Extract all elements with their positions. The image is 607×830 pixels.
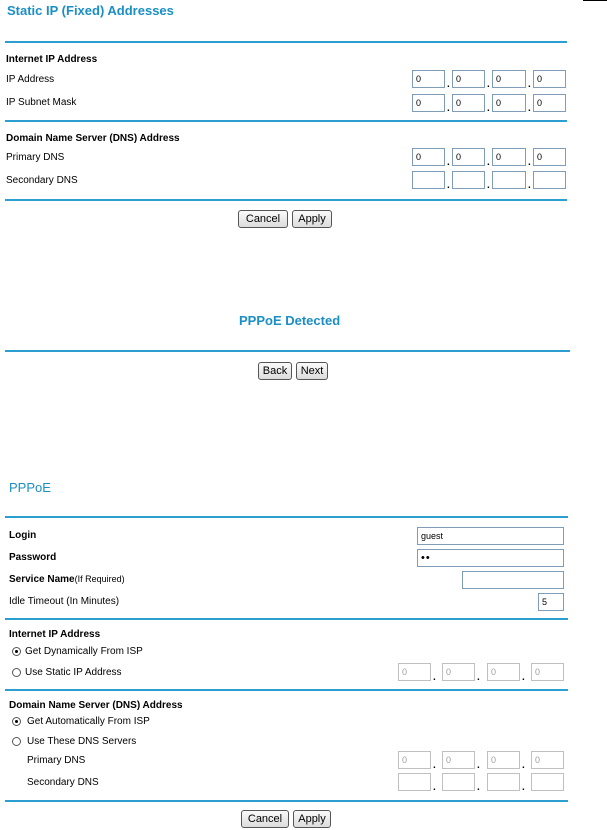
static-dns-section-divider (5, 199, 567, 201)
static-ip-section-divider (5, 120, 567, 122)
static-dns-heading: Domain Name Server (DNS) Address (6, 133, 180, 144)
ip-separator: . (477, 782, 480, 793)
static-secondary-dns-octet-1[interactable] (412, 171, 445, 189)
pppoe-secondary-dns-label: Secondary DNS (27, 777, 99, 788)
static-primary-dns-octet-2[interactable]: 0 (452, 148, 485, 166)
pppoe-static-ip-octet-4[interactable]: 0 (531, 663, 564, 681)
static-ip-octet-3[interactable]: 0 (492, 70, 526, 88)
pppoe-service-name-input[interactable] (462, 571, 564, 589)
pppoe-primary-dns-octet-4[interactable]: 0 (531, 751, 564, 769)
ip-separator: . (528, 180, 531, 191)
static-subnet-octet-1[interactable]: 0 (412, 94, 445, 112)
pppoe-primary-dns-label: Primary DNS (27, 755, 86, 766)
pppoe-secondary-dns-octet-4[interactable] (531, 773, 564, 791)
pppoe-secondary-dns-octet-3[interactable] (487, 773, 520, 791)
ip-separator: . (433, 782, 436, 793)
ip-separator: . (528, 103, 531, 114)
service-name-text: Service Name (9, 574, 75, 585)
radio-get-dynamic[interactable] (12, 647, 21, 656)
pppoe-password-input[interactable]: •• (417, 549, 564, 567)
ip-separator: . (528, 157, 531, 168)
pppoe-service-name-label (9, 574, 125, 585)
ip-separator: . (528, 79, 531, 90)
static-secondary-dns-octet-3[interactable] (492, 171, 526, 189)
pppoe-title-divider (5, 516, 568, 518)
static-ip-title-divider (5, 41, 567, 43)
radio-use-these-dns[interactable] (12, 737, 21, 746)
pppoe-dns-heading: Domain Name Server (DNS) Address (9, 700, 183, 711)
static-ip-octet-2[interactable]: 0 (452, 70, 485, 88)
ip-separator: . (522, 672, 525, 683)
pppoe-apply-button[interactable]: Apply (293, 810, 331, 828)
pppoe-idle-timeout-input[interactable]: 5 (538, 593, 564, 611)
static-primary-dns-octet-3[interactable]: 0 (492, 148, 526, 166)
ip-separator: . (487, 180, 490, 191)
static-ip-octet-1[interactable]: 0 (412, 70, 445, 88)
page-corner-marker (583, 0, 607, 1)
pppoe-login-input[interactable]: guest (417, 527, 564, 545)
pppoe-static-ip-octet-2[interactable]: 0 (442, 663, 475, 681)
static-secondary-dns-label: Secondary DNS (6, 175, 78, 186)
ip-separator: . (447, 103, 450, 114)
pppoe-secondary-dns-octet-2[interactable] (442, 773, 475, 791)
pppoe-internet-ip-heading: Internet IP Address (9, 629, 101, 640)
pppoe-ip-section-divider (5, 689, 568, 691)
pppoe-login-section-divider (5, 618, 568, 620)
pppoe-detected-divider (5, 350, 570, 352)
radio-use-static-ip-label: Use Static IP Address (25, 667, 122, 678)
static-primary-dns-octet-1[interactable]: 0 (412, 148, 445, 166)
static-secondary-dns-octet-2[interactable] (452, 171, 485, 189)
static-subnet-mask-label: IP Subnet Mask (6, 97, 77, 108)
ip-separator: . (447, 79, 450, 90)
radio-get-auto-dns[interactable] (12, 717, 21, 726)
radio-get-dynamic-label: Get Dynamically From ISP (25, 646, 143, 657)
static-cancel-button[interactable]: Cancel (238, 210, 288, 228)
ip-separator: . (433, 672, 436, 683)
ip-separator: . (447, 180, 450, 191)
pppoe-primary-dns-octet-1[interactable]: 0 (398, 751, 431, 769)
ip-separator: . (487, 103, 490, 114)
static-primary-dns-octet-4[interactable]: 0 (533, 148, 566, 166)
ip-separator: . (477, 672, 480, 683)
static-subnet-octet-4[interactable]: 0 (533, 94, 566, 112)
pppoe-idle-timeout-label: Idle Timeout (In Minutes) (9, 596, 120, 607)
ip-separator: . (477, 760, 480, 771)
static-secondary-dns-octet-4[interactable] (533, 171, 566, 189)
pppoe-static-ip-octet-3[interactable]: 0 (487, 663, 520, 681)
static-ip-octet-4[interactable]: 0 (533, 70, 566, 88)
static-subnet-octet-3[interactable]: 0 (492, 94, 526, 112)
static-ip-address-label: IP Address (6, 74, 55, 85)
ip-separator: . (487, 157, 490, 168)
ip-separator: . (433, 760, 436, 771)
pppoe-login-label: Login (9, 530, 37, 541)
static-subnet-octet-2[interactable]: 0 (452, 94, 485, 112)
pppoe-primary-dns-octet-3[interactable]: 0 (487, 751, 520, 769)
radio-get-auto-dns-label: Get Automatically From ISP (27, 716, 150, 727)
static-internet-ip-heading: Internet IP Address (6, 54, 98, 65)
pppoe-static-ip-octet-1[interactable]: 0 (398, 663, 431, 681)
pppoe-detected-title: PPPoE Detected (239, 313, 341, 328)
ip-separator: . (522, 760, 525, 771)
static-primary-dns-label: Primary DNS (6, 152, 65, 163)
static-ip-title: Static IP (Fixed) Addresses (7, 3, 174, 18)
ip-separator: . (447, 157, 450, 168)
pppoe-password-label: Password (9, 552, 57, 563)
radio-use-static-ip[interactable] (12, 668, 21, 677)
static-apply-button[interactable]: Apply (292, 210, 332, 228)
service-name-note: (If Required) (74, 574, 125, 584)
pppoe-detected-next-button[interactable]: Next (296, 362, 328, 380)
pppoe-detected-back-button[interactable]: Back (258, 362, 292, 380)
pppoe-dns-section-divider (5, 800, 568, 802)
pppoe-secondary-dns-octet-1[interactable] (398, 773, 431, 791)
ip-separator: . (487, 79, 490, 90)
radio-use-these-dns-label: Use These DNS Servers (27, 736, 137, 747)
pppoe-cancel-button[interactable]: Cancel (241, 810, 289, 828)
ip-separator: . (522, 782, 525, 793)
pppoe-primary-dns-octet-2[interactable]: 0 (442, 751, 475, 769)
pppoe-title: PPPoE (9, 480, 51, 495)
